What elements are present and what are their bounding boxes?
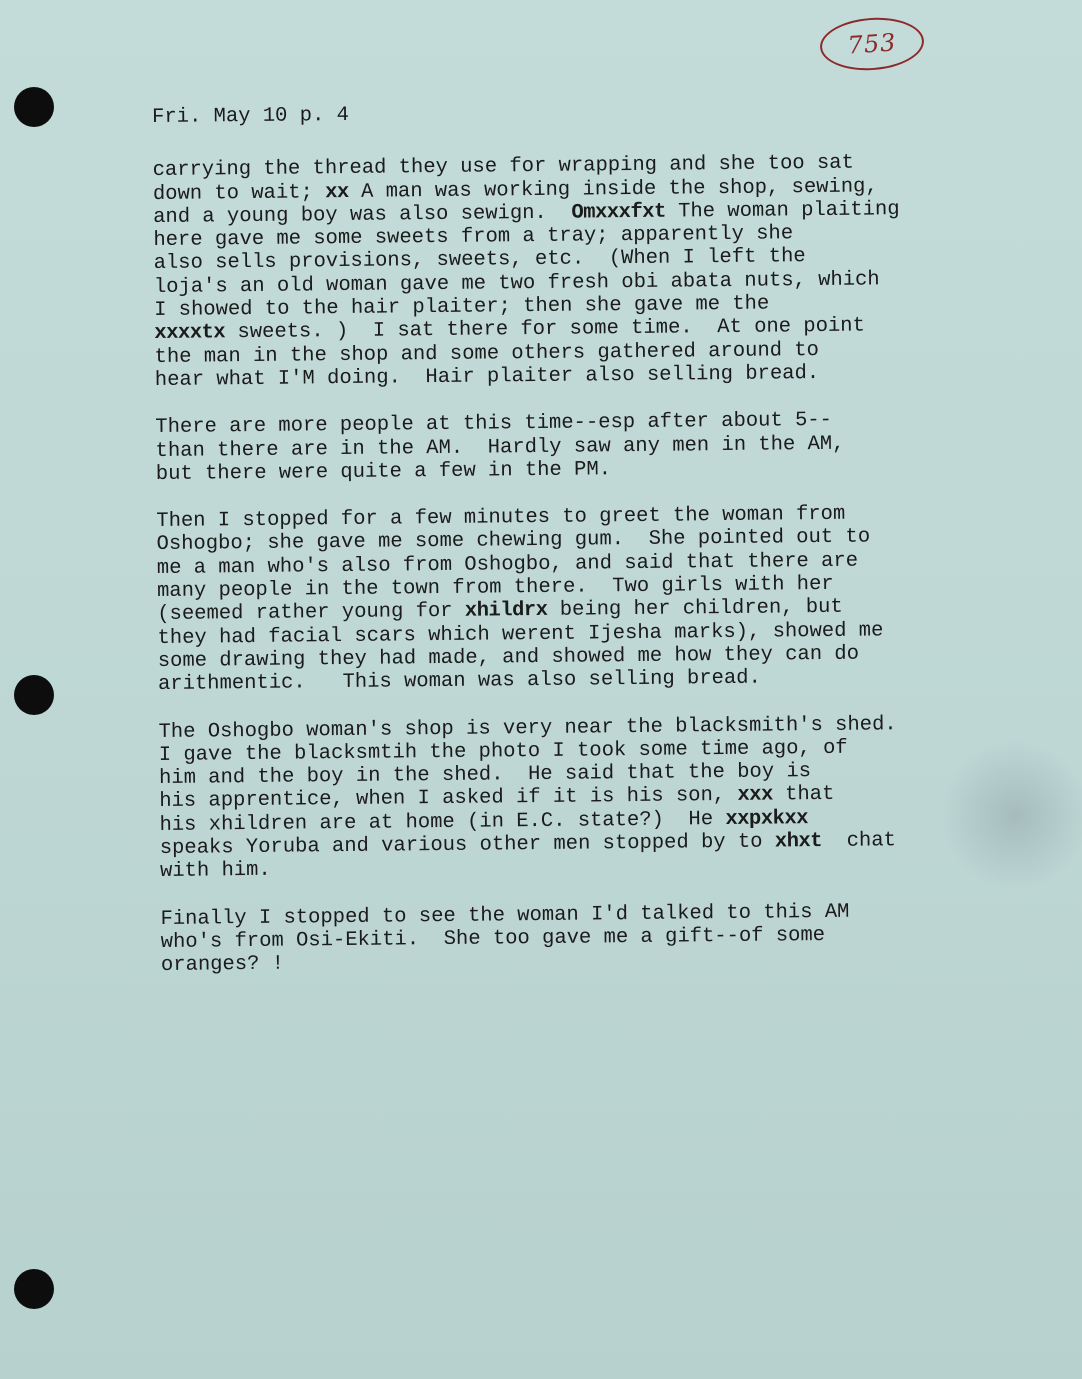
text-segment: I showed to the hair plaiter; then she gave me the (154, 292, 770, 323)
page-number: 753 (846, 28, 898, 60)
text-segment: who's from Osi-Ekiti. She too gave me a gift--of some (160, 923, 826, 954)
text-segment: and a young boy was also sewign. (153, 201, 572, 229)
punch-hole-middle (14, 675, 54, 715)
struck-out-text: xhxt (774, 830, 823, 854)
text-segment: they had facial scars which werent Ijesha marks), showed me (157, 619, 884, 650)
paragraph (153, 150, 1035, 392)
text-segment: oranges? ! (160, 952, 285, 978)
text-segment: many people in the town from there. Two girls with her (156, 572, 834, 604)
struck-out-text: Omxxxfxt (571, 200, 666, 225)
text-segment: with him. (159, 859, 271, 884)
text-segment: him and the boy in the shed. He said that the boy is (158, 760, 812, 791)
text-segment: here gave me some sweets from a tray; apparently she (153, 222, 794, 253)
text-segment: Finally I stopped to see the woman I'd talked to this AM (160, 900, 850, 931)
text-segment: the man in the shop and some others gathered around to (154, 338, 820, 369)
body-text (153, 150, 1042, 977)
text-segment: The woman plaiting (665, 198, 900, 224)
paragraph (155, 407, 1036, 486)
text-segment: that (772, 783, 835, 807)
typed-text (152, 97, 1041, 1002)
text-segment: hear what I'M doing. Hair plaiter also selling bread. (154, 361, 820, 392)
text-segment: some drawing they had made, and showed me how they can do (157, 642, 860, 673)
punch-hole-bottom (14, 1269, 54, 1309)
text-segment: I gave the blacksmtih the photo I took some time ago, of (158, 736, 848, 767)
page-header: Fri. May 10 p. 4 (152, 103, 350, 129)
text-segment: his apprentice, when I asked if it is his son, (159, 784, 738, 814)
text-segment: but there were quite a few in the PM. (155, 458, 612, 486)
struck-out-text: xxxxtx (154, 321, 226, 346)
text-segment: Then I stopped for a few minutes to greet the woman from (156, 502, 846, 534)
text-segment: being her children, but (547, 596, 843, 623)
text-segment: carrying the thread they use for wrapping and she too sat (152, 151, 854, 183)
text-segment: loja's an old woman gave me two fresh obi abata nuts, which (153, 268, 880, 299)
struck-out-text: xxx (737, 783, 773, 808)
text-segment: speaks Yoruba and various other men stopped by to (159, 830, 775, 860)
text-segment: also sells provisions, sweets, etc. (When I left the (153, 245, 806, 276)
text-segment: (seemed rather young for (157, 600, 465, 627)
paragraph (156, 501, 1038, 697)
text-segment: A man was working inside the shop, sewing, (348, 174, 878, 204)
struck-out-text: xxpxkxx (725, 806, 809, 831)
text-segment: sweets. ) I sat there for some time. At one point (225, 314, 865, 345)
text-segment: arithmentic. This woman was also selling bread. (157, 666, 761, 697)
paragraph (158, 711, 1040, 883)
text-segment: than there are in the AM. Hardly saw any men in the AM, (155, 432, 845, 463)
page-number-stamp (818, 14, 925, 73)
text-segment: me a man who's also from Oshogbo, and said that there are (156, 549, 859, 580)
text-segment: There are more people at this time--esp after about 5-- (155, 409, 833, 440)
struck-out-text: xhildrx (464, 599, 548, 624)
text-segment: Oshogbo; she gave me some chewing gum. She pointed out to (156, 525, 871, 557)
struck-out-text: xx (325, 180, 349, 204)
text-segment: The Oshogbo woman's shop is very near the blacksmith's shed. (158, 712, 897, 744)
punch-hole-top (14, 87, 54, 127)
text-segment: his xhildren are at home (in E.C. state?) He (159, 807, 726, 837)
text-segment: down to wait; (152, 180, 326, 206)
text-segment: chat (821, 829, 896, 854)
paragraph (160, 898, 1041, 977)
